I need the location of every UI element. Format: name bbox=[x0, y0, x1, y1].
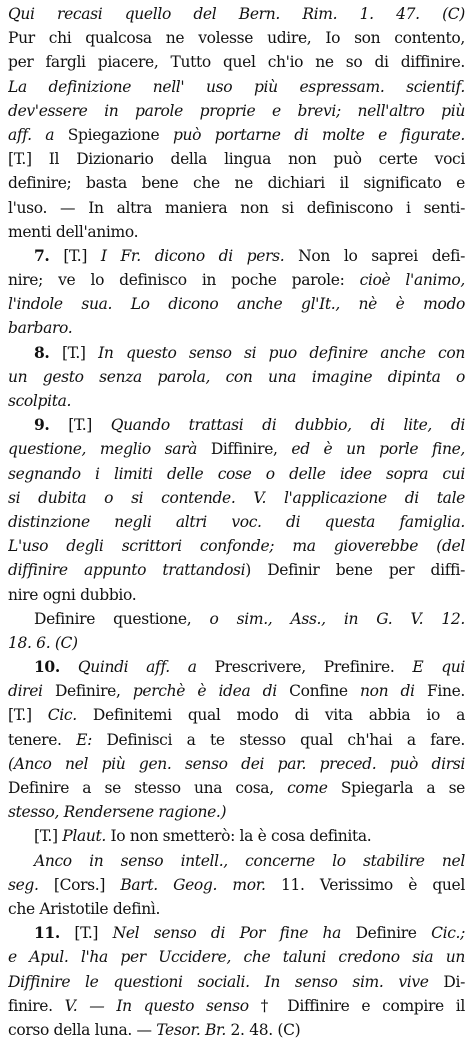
text-line bbox=[8, 244, 465, 268]
text-line bbox=[8, 800, 465, 824]
text-line bbox=[8, 776, 465, 800]
text-segment: E: bbox=[76, 730, 92, 749]
text-segment: tenere. bbox=[8, 730, 77, 749]
text-segment: questione, meglio sarà bbox=[8, 440, 211, 459]
text-line bbox=[8, 824, 465, 848]
text-segment: barbaro. bbox=[8, 319, 73, 338]
text-segment: [T.] bbox=[59, 924, 113, 943]
text-line bbox=[8, 970, 465, 994]
text-segment: Prescrivere, Prefinire. bbox=[196, 658, 413, 677]
text-line bbox=[8, 389, 465, 413]
text-segment: scolpita. bbox=[8, 392, 72, 410]
text-segment: Di- bbox=[428, 972, 465, 991]
text-segment: [T.] Il Dizionario della lingua non può certe voci bbox=[8, 150, 465, 169]
text-segment: che Aristotile definì. bbox=[8, 899, 161, 918]
text-segment: ) Definir bene per diffi- bbox=[245, 561, 465, 580]
text-line bbox=[8, 316, 465, 340]
text-line bbox=[8, 292, 465, 316]
text-segment: [T.] bbox=[49, 246, 101, 265]
text-line bbox=[8, 147, 465, 171]
text-line bbox=[8, 413, 465, 437]
text-line bbox=[8, 2, 465, 26]
text-segment: come bbox=[287, 779, 328, 797]
text-segment: (Anco nel più gen. senso dei par. preced. può dirsi bbox=[8, 754, 465, 773]
text-segment: perchè è idea di bbox=[132, 682, 290, 701]
text-segment: Quando trattasi di dubbio, di lite, di bbox=[110, 416, 465, 435]
text-line bbox=[8, 558, 465, 582]
text-segment: 7. bbox=[34, 245, 50, 265]
text-segment: Quindi aff. a bbox=[77, 658, 197, 677]
text-segment: Bart. Geog. mor. bbox=[120, 875, 266, 894]
text-segment: Confine bbox=[289, 682, 360, 701]
text-segment: non di bbox=[359, 682, 427, 701]
text-segment: V. — In questo senso bbox=[64, 996, 249, 1015]
text-line bbox=[8, 341, 465, 365]
text-line bbox=[8, 679, 465, 703]
text-line bbox=[8, 607, 465, 631]
text-line bbox=[8, 196, 465, 220]
text-line bbox=[8, 437, 465, 461]
text-line bbox=[8, 873, 465, 897]
text-segment: Definire questione, bbox=[34, 609, 210, 628]
text-segment: I Fr. dicono di pers. bbox=[100, 246, 285, 265]
text-segment: Diffinire bbox=[8, 972, 86, 991]
text-segment: Definire, bbox=[54, 682, 133, 701]
text-segment: cioè l'animo, bbox=[359, 271, 465, 290]
text-segment: Fine. bbox=[426, 682, 465, 701]
text-line bbox=[8, 1018, 465, 1042]
text-line bbox=[8, 703, 465, 727]
text-segment: aff. a bbox=[8, 125, 68, 144]
text-segment: 11. bbox=[34, 923, 60, 943]
text-segment: Non lo saprei defi- bbox=[284, 246, 465, 265]
text-segment: l'uso. — In altra maniera non si definiscono i senti- bbox=[8, 198, 465, 217]
text-line bbox=[8, 75, 465, 99]
text-segment: Definire a se stesso una cosa, bbox=[8, 779, 288, 797]
text-segment: Cic. bbox=[47, 706, 77, 725]
text-segment: distinzione negli altri voc. di questa famiglia. bbox=[8, 512, 465, 531]
text-segment: Io non smetterò: la è cosa definita. bbox=[105, 827, 372, 846]
text-segment: Definitemi qual modo di vita abbia io a bbox=[76, 706, 465, 725]
text-segment: si dubita o si contende. V. l'applicazione di tale bbox=[8, 488, 465, 507]
text-line bbox=[8, 486, 465, 510]
text-line bbox=[8, 462, 465, 486]
text-segment: [T.] bbox=[34, 827, 63, 846]
text-segment: nire; ve lo definisco in poche parole: bbox=[8, 271, 360, 290]
text-line bbox=[8, 50, 465, 74]
text-segment: o sim., Ass., in G. V. 12. bbox=[209, 609, 465, 628]
text-line bbox=[8, 534, 465, 558]
text-segment: 11. Verissimo è quel bbox=[265, 875, 465, 894]
text-segment: Spiegarla a se bbox=[327, 779, 465, 797]
text-line bbox=[8, 583, 465, 607]
text-line bbox=[8, 99, 465, 123]
text-segment: † Diffinire e compire il bbox=[248, 996, 465, 1015]
text-segment: nire ogni dubbio. bbox=[8, 585, 137, 604]
text-segment: La definizione nell' uso più espressam. scientif. bbox=[8, 77, 465, 96]
text-line bbox=[8, 921, 465, 945]
text-segment: le questioni sociali. In senso sim. vive bbox=[85, 972, 429, 991]
text-line bbox=[8, 945, 465, 969]
text-segment: Anco in senso intell., concerne lo stabilire nel bbox=[34, 851, 465, 870]
text-segment: Diffinire, bbox=[210, 440, 292, 459]
text-segment: In questo senso si puo definire anche con bbox=[98, 343, 465, 362]
text-line bbox=[8, 26, 465, 50]
text-line bbox=[8, 171, 465, 195]
text-segment: appunto trattandosi bbox=[83, 561, 246, 580]
text-segment: ed è un porle fine, bbox=[291, 440, 465, 459]
text-segment: l'indole sua. Lo dicono anche gl'It., nè è modo bbox=[8, 295, 465, 314]
text-line bbox=[8, 752, 465, 776]
text-segment: può portarne di molte e figurate. bbox=[172, 125, 465, 144]
text-segment: seg. bbox=[8, 875, 39, 894]
text-segment: [Cors.] bbox=[38, 875, 121, 894]
text-segment: Pur chi qualcosa ne volesse udire, Io son contento, bbox=[8, 29, 465, 48]
text-segment: per fargli piacere, Tutto quel ch'io ne so di diffinire. bbox=[8, 53, 465, 72]
text-segment: Nel senso di Por fine ha bbox=[112, 924, 342, 943]
text-line bbox=[8, 897, 465, 921]
text-segment: 10. bbox=[34, 657, 60, 677]
text-segment: 8. bbox=[34, 342, 50, 362]
text-line bbox=[8, 994, 465, 1018]
text-segment: 9. bbox=[34, 415, 50, 435]
text-segment: Cic.; bbox=[431, 924, 465, 943]
text-segment: Definisci a te stesso qual ch'hai a fare. bbox=[91, 730, 465, 749]
text-segment: Definire bbox=[341, 924, 432, 943]
text-segment: E qui bbox=[412, 658, 465, 677]
text-segment: 18. 6. (C) bbox=[8, 633, 78, 652]
text-segment: Plaut. bbox=[62, 827, 106, 846]
text-segment: finire. bbox=[8, 996, 65, 1015]
text-segment: 2. 48. (C) bbox=[225, 1020, 301, 1039]
text-segment: menti dell'animo. bbox=[8, 222, 139, 241]
text-segment: [T.] bbox=[8, 706, 48, 725]
text-segment: diffinire bbox=[8, 561, 84, 580]
text-line bbox=[8, 268, 465, 292]
text-segment: definire; basta bene che ne dichiari il significato e bbox=[8, 174, 465, 193]
text-line bbox=[8, 631, 465, 655]
text-segment: L'uso degli scrittori confonde; ma gioverebbe (del bbox=[8, 537, 465, 556]
text-line bbox=[8, 728, 465, 752]
text-segment: corso della luna. — bbox=[8, 1020, 157, 1039]
text-segment: Qui recasi quello del Bern. Rim. 1. 47. (C) bbox=[8, 5, 465, 23]
text-segment: direi bbox=[8, 682, 55, 701]
text-line bbox=[8, 365, 465, 389]
text-segment: stesso, Rendersene ragione.) bbox=[8, 803, 227, 822]
text-segment: Spiegazione bbox=[67, 125, 173, 144]
text-segment: [T.] bbox=[49, 343, 99, 362]
text-line bbox=[8, 510, 465, 534]
text-segment: e Apul. l'ha per Uccidere, che taluni credono sia un bbox=[8, 948, 465, 967]
text-segment: [T.] bbox=[49, 416, 111, 435]
text-segment: Tesor. Br. bbox=[156, 1020, 226, 1039]
text-segment: un gesto senza parola, con una imagine dipinta o bbox=[8, 367, 465, 386]
text-line bbox=[8, 220, 465, 244]
text-segment: dev'essere in parole proprie e brevi; nell'altro più bbox=[8, 101, 465, 120]
text-line bbox=[8, 123, 465, 147]
text-line bbox=[8, 655, 465, 679]
text-segment bbox=[60, 658, 78, 676]
text-segment: segnando i limiti delle cose o delle idee sopra cui bbox=[8, 464, 465, 483]
text-line bbox=[8, 849, 465, 873]
